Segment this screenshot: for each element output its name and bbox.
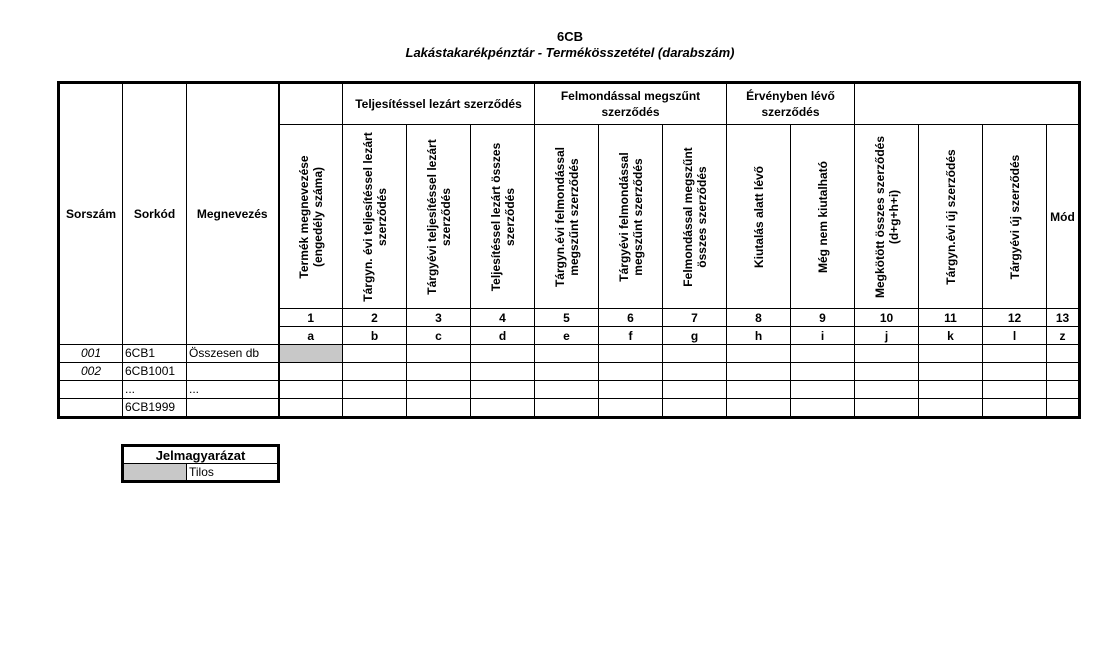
row-cell (727, 345, 791, 363)
row-sorkod: 6CB1999 (123, 399, 187, 418)
row-sorszam: 001 (59, 345, 123, 363)
col-header-10: Megkötött összes szerződés (d+g+h+i) (855, 125, 919, 309)
table-row (59, 345, 1080, 363)
row-cell (919, 381, 983, 399)
row-cell (663, 345, 727, 363)
col-number-10: 10 (855, 309, 919, 327)
col-header-mod: Mód (1047, 125, 1080, 309)
col-header-7: Felmondással megszűnt összes szerződés (663, 125, 727, 309)
col-header-8: Kiutalás alatt lévő (727, 125, 791, 309)
col-header-9: Még nem kiutalható (791, 125, 855, 309)
row-cell (791, 399, 855, 418)
col-number-12: 12 (983, 309, 1047, 327)
row-cell (599, 345, 663, 363)
row-cell (471, 363, 535, 381)
row-cell (407, 381, 471, 399)
row-sorszam (59, 399, 123, 418)
row-cell (599, 399, 663, 418)
col-header-sorkod: Sorkód (123, 83, 187, 345)
row-cell (535, 399, 599, 418)
legend-item-label: Tilos (187, 464, 279, 482)
col-number-8: 8 (727, 309, 791, 327)
row-cell (791, 345, 855, 363)
row-cell (919, 345, 983, 363)
col-number-2: 2 (343, 309, 407, 327)
col-letter-5: e (535, 327, 599, 345)
col-number-7: 7 (663, 309, 727, 327)
col-letter-mod: z (1047, 327, 1080, 345)
table-row (59, 399, 1080, 418)
col-letter-7: g (663, 327, 727, 345)
col-letter-6: f (599, 327, 663, 345)
col-number-9: 9 (791, 309, 855, 327)
col-letter-8: h (727, 327, 791, 345)
row-cell (471, 399, 535, 418)
row-megnevezes (187, 363, 279, 381)
row-cell (983, 363, 1047, 381)
col-header-1: Termék megnevezése (engedély száma) (279, 125, 343, 309)
row-sorkod: ... (123, 381, 187, 399)
row-cell (663, 381, 727, 399)
row-cell (663, 399, 727, 418)
col-letter-1: a (279, 327, 343, 345)
col-header-12: Tárgyévi új szerződés (983, 125, 1047, 309)
row-megnevezes: ... (187, 381, 279, 399)
col-number-6: 6 (599, 309, 663, 327)
row-megnevezes: Összesen db (187, 345, 279, 363)
row-cell (599, 381, 663, 399)
col-letter-9: i (791, 327, 855, 345)
col-header-megnevezes: Megnevezés (187, 83, 279, 345)
row-cell (599, 363, 663, 381)
col-number-mod: 13 (1047, 309, 1080, 327)
col-letter-4: d (471, 327, 535, 345)
row-cell (791, 363, 855, 381)
row-cell (279, 381, 343, 399)
col-letter-10: j (855, 327, 919, 345)
row-cell-forbidden (279, 345, 343, 363)
report-table (57, 81, 1081, 419)
title-block (0, 29, 1115, 61)
row-sorkod: 6CB1001 (123, 363, 187, 381)
col-number-3: 3 (407, 309, 471, 327)
row-cell (855, 381, 919, 399)
row-cell (919, 363, 983, 381)
col-header-6: Tárgyévi felmondással megszűnt szerződés (599, 125, 663, 309)
legend-swatch-grey (123, 464, 187, 482)
row-cell (471, 345, 535, 363)
report-title: Lakástakarékpénztár - Termékösszetétel (darabszám) (405, 45, 735, 60)
row-sorszam (59, 381, 123, 399)
col-number-5: 5 (535, 309, 599, 327)
row-cell (407, 363, 471, 381)
row-cell (535, 345, 599, 363)
col-header-3: Tárgyévi teljesítéssel lezárt szerződés (407, 125, 471, 309)
row-cell (983, 345, 1047, 363)
row-sorkod: 6CB1 (123, 345, 187, 363)
row-cell (1047, 381, 1080, 399)
col-letter-11: k (919, 327, 983, 345)
row-cell (535, 363, 599, 381)
row-cell (471, 381, 535, 399)
row-cell (1047, 345, 1080, 363)
group-header-ervenyben: Érvényben lévő szerződés (727, 83, 855, 125)
legend-table (121, 444, 280, 483)
row-cell (983, 381, 1047, 399)
table-row (59, 363, 1080, 381)
col-header-4: Teljesítéssel lezárt összes szerződés (471, 125, 535, 309)
col-letter-2: b (343, 327, 407, 345)
row-cell (535, 381, 599, 399)
row-cell (919, 399, 983, 418)
row-cell (343, 345, 407, 363)
col-header-2: Tárgyn. évi teljesítéssel lezárt szerződés (343, 125, 407, 309)
row-cell (983, 399, 1047, 418)
row-cell (727, 363, 791, 381)
row-cell (855, 399, 919, 418)
col-header-5: Tárgyn.évi felmondással megszűnt szerződés (535, 125, 599, 309)
row-cell (855, 345, 919, 363)
col-number-11: 11 (919, 309, 983, 327)
row-cell (855, 363, 919, 381)
row-cell (407, 399, 471, 418)
col-letter-3: c (407, 327, 471, 345)
row-cell (791, 381, 855, 399)
row-cell (279, 399, 343, 418)
row-cell (343, 381, 407, 399)
group-header-teljesitessel: Teljesítéssel lezárt szerződés (343, 83, 535, 125)
table-row (59, 381, 1080, 399)
row-cell (407, 345, 471, 363)
group-header-felmondassal: Felmondással megszűnt szerződés (535, 83, 727, 125)
row-cell (1047, 363, 1080, 381)
row-cell (343, 363, 407, 381)
row-cell (663, 363, 727, 381)
row-cell (727, 381, 791, 399)
group-header-empty-left (279, 83, 343, 125)
col-number-4: 4 (471, 309, 535, 327)
row-cell (343, 399, 407, 418)
col-header-11: Tárgyn.évi új szerződés (919, 125, 983, 309)
col-letter-12: l (983, 327, 1047, 345)
report-code: 6CB (556, 29, 583, 44)
row-cell (727, 399, 791, 418)
row-megnevezes (187, 399, 279, 418)
col-number-1: 1 (279, 309, 343, 327)
group-header-empty-right (855, 83, 1080, 125)
row-cell (1047, 399, 1080, 418)
col-header-sorszam: Sorszám (59, 83, 123, 345)
row-sorszam: 002 (59, 363, 123, 381)
row-cell (279, 363, 343, 381)
legend-title: Jelmagyarázat (123, 446, 279, 464)
